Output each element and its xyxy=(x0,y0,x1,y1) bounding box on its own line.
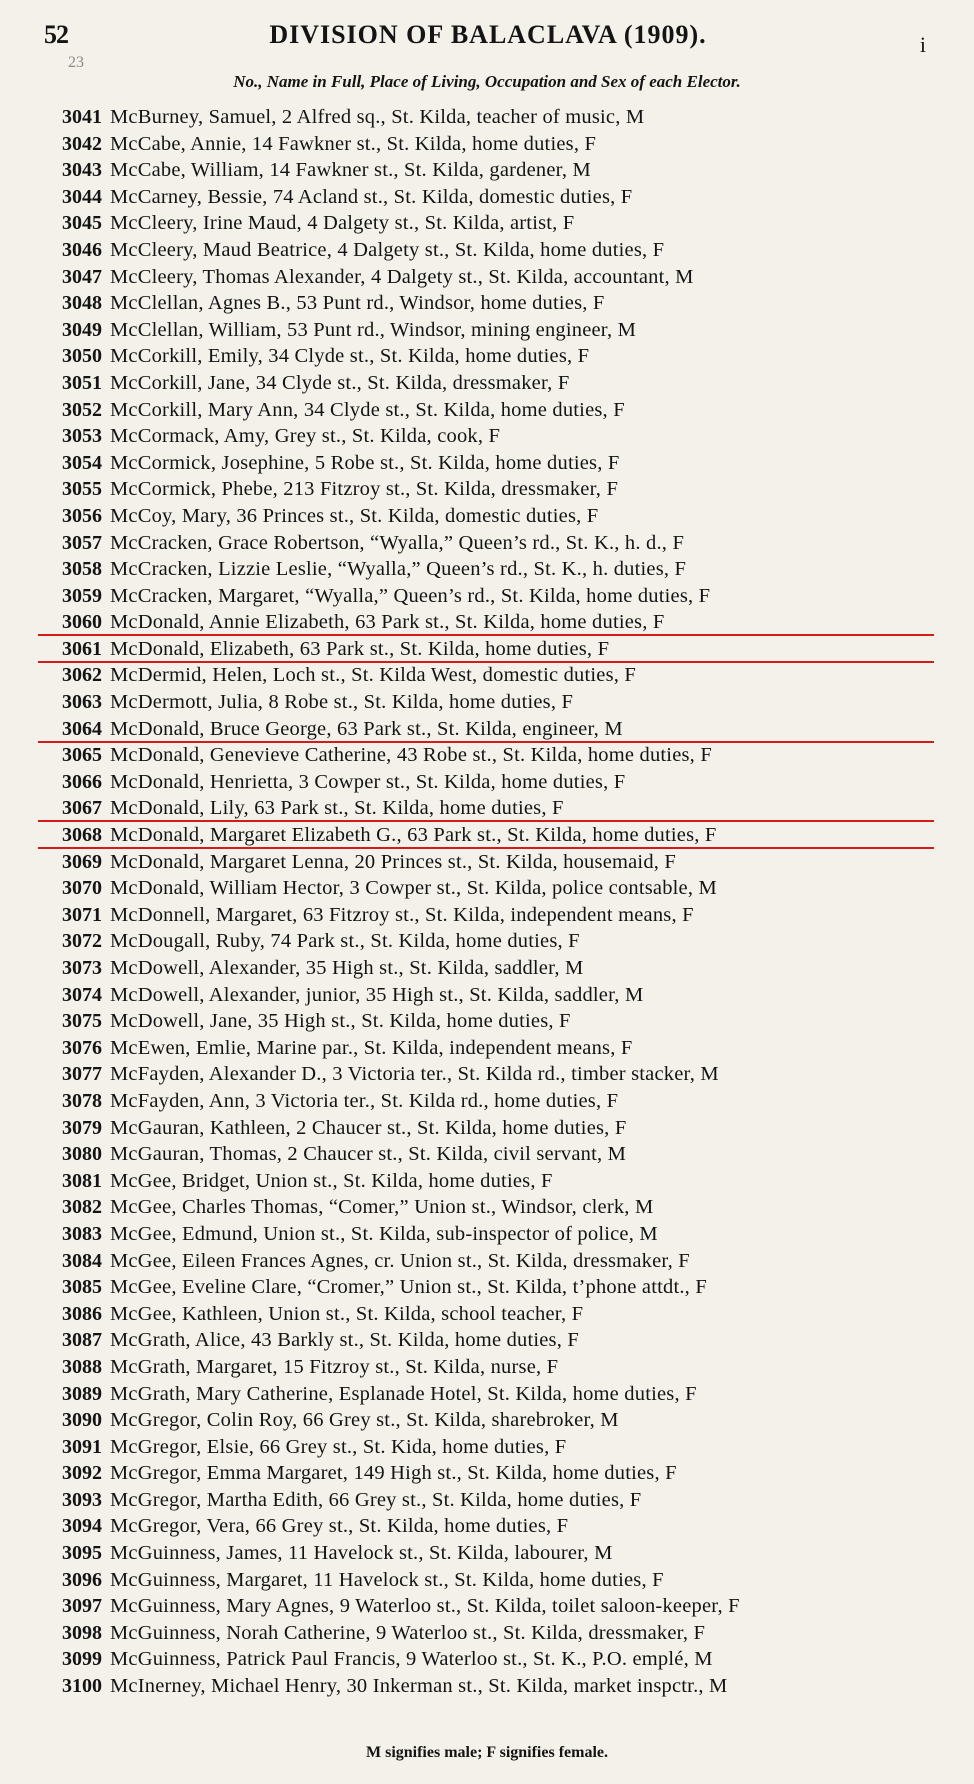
elector-number: 3083 xyxy=(62,1222,102,1245)
elector-number: 3092 xyxy=(62,1462,102,1485)
elector-entry xyxy=(0,1168,974,1195)
elector-entry xyxy=(0,1381,974,1408)
elector-number: 3085 xyxy=(62,1276,102,1299)
elector-details: McGee, Eileen Frances Agnes, cr. Union st., St. Kilda, dressmaker, F xyxy=(110,1249,690,1272)
elector-details: McGauran, Kathleen, 2 Chaucer st., St. Kilda, home duties, F xyxy=(110,1116,627,1139)
elector-entry xyxy=(0,662,974,689)
elector-details: McGee, Kathleen, Union st., St. Kilda, school teacher, F xyxy=(110,1302,584,1325)
elector-entry xyxy=(0,530,974,557)
elector-details: McCormick, Phebe, 213 Fitzroy st., St. Kilda, dressmaker, F xyxy=(110,478,619,501)
elector-number: 3087 xyxy=(62,1329,102,1352)
elector-number: 3063 xyxy=(62,691,102,714)
elector-entry xyxy=(0,476,974,503)
elector-entry xyxy=(0,795,974,822)
elector-details: McGee, Eveline Clare, “Cromer,” Union st., St. Kilda, t’phone attdt., F xyxy=(110,1276,707,1299)
elector-number: 3061 xyxy=(62,637,102,660)
elector-number: 3086 xyxy=(62,1302,102,1325)
elector-entry xyxy=(0,822,974,849)
elector-details: McDougall, Ruby, 74 Park st., St. Kilda, home duties, F xyxy=(110,930,580,953)
elector-entry xyxy=(0,875,974,902)
elector-entry xyxy=(0,1460,974,1487)
elector-number: 3052 xyxy=(62,398,102,421)
elector-entry xyxy=(0,210,974,237)
elector-entry xyxy=(0,902,974,929)
elector-entry xyxy=(0,343,974,370)
elector-number: 3056 xyxy=(62,504,102,527)
elector-entry xyxy=(0,423,974,450)
elector-entry xyxy=(0,1141,974,1168)
elector-details: McInerney, Michael Henry, 30 Inkerman st., St. Kilda, market inspctr., M xyxy=(110,1675,728,1698)
elector-details: McGuinness, Margaret, 11 Havelock st., St. Kilda, home duties, F xyxy=(110,1568,664,1591)
elector-number: 3081 xyxy=(62,1169,102,1192)
elector-details: McGee, Bridget, Union st., St. Kilda, home duties, F xyxy=(110,1169,553,1192)
elector-number: 3090 xyxy=(62,1409,102,1432)
elector-details: McCabe, Annie, 14 Fawkner st., St. Kilda, home duties, F xyxy=(110,132,597,155)
elector-entry xyxy=(0,1593,974,1620)
elector-number: 3065 xyxy=(62,744,102,767)
elector-number: 3069 xyxy=(62,850,102,873)
elector-details: McDowell, Jane, 35 High st., St. Kilda, home duties, F xyxy=(110,1010,571,1033)
elector-details: McCarney, Bessie, 74 Acland st., St. Kilda, domestic duties, F xyxy=(110,185,633,208)
elector-entry xyxy=(0,636,974,663)
elector-entry xyxy=(0,397,974,424)
elector-entry xyxy=(0,928,974,955)
elector-number: 3099 xyxy=(62,1648,102,1671)
elector-number: 3094 xyxy=(62,1515,102,1538)
elector-details: McCormack, Amy, Grey st., St. Kilda, cook, F xyxy=(110,425,501,448)
elector-details: McGee, Charles Thomas, “Comer,” Union st., Windsor, clerk, M xyxy=(110,1196,654,1219)
elector-entry xyxy=(0,237,974,264)
elector-number: 3098 xyxy=(62,1621,102,1644)
elector-number: 3041 xyxy=(62,106,102,128)
elector-details: McDonald, Margaret Lenna, 20 Princes st., St. Kilda, housemaid, F xyxy=(110,850,677,873)
elector-number: 3072 xyxy=(62,930,102,953)
elector-details: McGrath, Mary Catherine, Esplanade Hotel, St. Kilda, home duties, F xyxy=(110,1382,697,1405)
elector-entry xyxy=(0,1035,974,1062)
elector-details: McGregor, Martha Edith, 66 Grey st., St. Kilda, home duties, F xyxy=(110,1488,642,1511)
elector-number: 3057 xyxy=(62,531,102,554)
elector-list xyxy=(0,104,974,1700)
elector-number: 3075 xyxy=(62,1010,102,1033)
elector-details: McCormick, Josephine, 5 Robe st., St. Kilda, home duties, F xyxy=(110,451,620,474)
elector-entry xyxy=(0,716,974,743)
elector-details: McCleery, Irine Maud, 4 Dalgety st., St. Kilda, artist, F xyxy=(110,212,575,235)
elector-details: McCorkill, Mary Ann, 34 Clyde st., St. Kilda, home duties, F xyxy=(110,398,625,421)
elector-entry xyxy=(0,317,974,344)
elector-entry xyxy=(0,1673,974,1700)
elector-number: 3048 xyxy=(62,292,102,315)
elector-entry xyxy=(0,1301,974,1328)
elector-entry xyxy=(0,742,974,769)
elector-details: McDonald, Elizabeth, 63 Park st., St. Kilda, home duties, F xyxy=(110,637,610,660)
elector-number: 3064 xyxy=(62,717,102,740)
elector-entry xyxy=(0,1115,974,1142)
elector-number: 3084 xyxy=(62,1249,102,1272)
elector-details: McDonald, Margaret Elizabeth G., 63 Park st., St. Kilda, home duties, F xyxy=(110,824,717,847)
elector-details: McGregor, Elsie, 66 Grey st., St. Kida, home duties, F xyxy=(110,1435,567,1458)
elector-details: McCracken, Margaret, “Wyalla,” Queen’s rd., St. Kilda, home duties, F xyxy=(110,584,711,607)
elector-entry xyxy=(0,955,974,982)
elector-details: McFayden, Alexander D., 3 Victoria ter., St. Kilda rd., timber stacker, M xyxy=(110,1063,719,1086)
elector-details: McFayden, Ann, 3 Victoria ter., St. Kilda rd., home duties, F xyxy=(110,1089,619,1112)
elector-number: 3060 xyxy=(62,611,102,634)
elector-number: 3100 xyxy=(62,1675,102,1698)
elector-number: 3082 xyxy=(62,1196,102,1219)
elector-entry xyxy=(0,609,974,636)
elector-entry xyxy=(0,1487,974,1514)
elector-number: 3079 xyxy=(62,1116,102,1139)
elector-details: McDonald, Lily, 63 Park st., St. Kilda, home duties, F xyxy=(110,797,564,820)
elector-details: McDonnell, Margaret, 63 Fitzroy st., St. Kilda, independent means, F xyxy=(110,903,694,926)
elector-number: 3050 xyxy=(62,345,102,368)
elector-details: McClellan, Agnes B., 53 Punt rd., Windsor, home duties, F xyxy=(110,292,605,315)
elector-entry xyxy=(0,1513,974,1540)
footer-note: M signifies male; F signifies female. xyxy=(365,1744,609,1761)
elector-number: 3067 xyxy=(62,797,102,820)
elector-details: McDonald, Henrietta, 3 Cowper st., St. Kilda, home duties, F xyxy=(110,770,626,793)
elector-number: 3058 xyxy=(62,558,102,581)
elector-number: 3068 xyxy=(62,824,102,847)
elector-details: McDowell, Alexander, 35 High st., St. Kilda, saddler, M xyxy=(110,957,584,979)
elector-details: McGee, Edmund, Union st., St. Kilda, sub-inspector of police, M xyxy=(110,1222,658,1245)
elector-details: McGrath, Margaret, 15 Fitzroy st., St. Kilda, nurse, F xyxy=(110,1355,559,1378)
elector-details: McGrath, Alice, 43 Barkly st., St. Kilda, home duties, F xyxy=(110,1329,579,1352)
elector-number: 3046 xyxy=(62,238,102,261)
elector-details: McGuinness, James, 11 Havelock st., St. Kilda, labourer, M xyxy=(110,1542,613,1565)
elector-entry xyxy=(0,1620,974,1647)
elector-entry xyxy=(0,1567,974,1594)
elector-details: McClellan, William, 53 Punt rd., Windsor, mining engineer, M xyxy=(110,318,637,341)
elector-number: 3095 xyxy=(62,1542,102,1565)
elector-details: McDonald, William Hector, 3 Cowper st., St. Kilda, police contsable, M xyxy=(110,877,717,900)
elector-entry xyxy=(0,184,974,211)
elector-entry xyxy=(0,1248,974,1275)
elector-number: 3074 xyxy=(62,983,102,1006)
elector-details: McDonald, Annie Elizabeth, 63 Park st., St. Kilda, home duties, F xyxy=(110,611,665,634)
elector-details: McCoy, Mary, 36 Princes st., St. Kilda, domestic duties, F xyxy=(110,504,599,527)
elector-number: 3055 xyxy=(62,478,102,501)
elector-details: McDermid, Helen, Loch st., St. Kilda West, domestic duties, F xyxy=(110,664,637,687)
elector-details: McCracken, Grace Robertson, “Wyalla,” Queen’s rd., St. K., h. d., F xyxy=(110,531,685,554)
elector-details: McCleery, Thomas Alexander, 4 Dalgety st., St. Kilda, accountant, M xyxy=(110,265,694,288)
elector-number: 3062 xyxy=(62,664,102,687)
elector-number: 3097 xyxy=(62,1595,102,1618)
elector-details: McDowell, Alexander, junior, 35 High st., St. Kilda, saddler, M xyxy=(110,983,644,1006)
elector-entry xyxy=(0,982,974,1009)
elector-entry xyxy=(0,450,974,477)
elector-entry xyxy=(0,503,974,530)
elector-number: 3078 xyxy=(62,1089,102,1112)
elector-details: McGauran, Thomas, 2 Chaucer st., St. Kilda, civil servant, M xyxy=(110,1143,627,1166)
elector-number: 3053 xyxy=(62,425,102,448)
elector-entry xyxy=(0,1274,974,1301)
elector-details: McDonald, Genevieve Catherine, 43 Robe st., St. Kilda, home duties, F xyxy=(110,744,712,767)
page-title: DIVISION OF BALACLAVA (1909). xyxy=(269,20,707,49)
elector-number: 3071 xyxy=(62,903,102,926)
elector-entry xyxy=(0,769,974,796)
page-header xyxy=(38,14,938,71)
elector-number: 3045 xyxy=(62,212,102,235)
elector-details: McDermott, Julia, 8 Robe st., St. Kilda, home duties, F xyxy=(110,691,574,714)
elector-number: 3059 xyxy=(62,584,102,607)
elector-details: McEwen, Emlie, Marine par., St. Kilda, independent means, F xyxy=(110,1036,633,1059)
corner-mark: i xyxy=(919,32,926,57)
elector-details: McGuinness, Norah Catherine, 9 Waterloo st., St. Kilda, dressmaker, F xyxy=(110,1621,706,1644)
elector-number: 3077 xyxy=(62,1063,102,1086)
elector-entry xyxy=(0,1194,974,1221)
elector-number: 3049 xyxy=(62,318,102,341)
elector-number: 3042 xyxy=(62,132,102,155)
elector-entry xyxy=(0,1008,974,1035)
elector-entry xyxy=(0,1221,974,1248)
elector-details: McGuinness, Mary Agnes, 9 Waterloo st., St. Kilda, toilet saloon-keeper, F xyxy=(110,1595,740,1618)
elector-entry xyxy=(0,290,974,317)
elector-number: 3091 xyxy=(62,1435,102,1458)
elector-number: 3089 xyxy=(62,1382,102,1405)
elector-details: McCracken, Lizzie Leslie, “Wyalla,” Queen’s rd., St. K., h. duties, F xyxy=(110,558,687,581)
elector-entry xyxy=(0,1327,974,1354)
elector-number: 3093 xyxy=(62,1488,102,1511)
elector-entry xyxy=(0,1407,974,1434)
elector-entry xyxy=(0,1434,974,1461)
elector-number: 3047 xyxy=(62,265,102,288)
elector-number: 3054 xyxy=(62,451,102,474)
column-subtitle: No., Name in Full, Place of Living, Occupation and Sex of each Elector. xyxy=(233,72,741,91)
elector-details: McGregor, Vera, 66 Grey st., St. Kilda, home duties, F xyxy=(110,1515,569,1538)
elector-entry xyxy=(0,849,974,876)
elector-details: McCabe, William, 14 Fawkner st., St. Kilda, gardener, M xyxy=(110,159,591,182)
elector-details: McCorkill, Jane, 34 Clyde st., St. Kilda, dressmaker, F xyxy=(110,371,570,394)
elector-details: McGuinness, Patrick Paul Francis, 9 Waterloo st., St. K., P.O. emplé, M xyxy=(110,1648,713,1671)
elector-entry xyxy=(0,264,974,291)
elector-details: McCleery, Maud Beatrice, 4 Dalgety st., St. Kilda, home duties, F xyxy=(110,238,665,261)
elector-entry xyxy=(0,689,974,716)
elector-number: 3080 xyxy=(62,1143,102,1166)
elector-entry xyxy=(0,157,974,184)
elector-entry xyxy=(0,583,974,610)
pencil-mark: 23 xyxy=(68,54,84,71)
elector-entry xyxy=(0,1354,974,1381)
elector-number: 3073 xyxy=(62,957,102,979)
elector-details: McGregor, Colin Roy, 66 Grey st., St. Kilda, sharebroker, M xyxy=(110,1409,619,1432)
elector-entry xyxy=(0,104,974,131)
elector-details: McGregor, Emma Margaret, 149 High st., St. Kilda, home duties, F xyxy=(110,1462,677,1485)
elector-entry xyxy=(0,1061,974,1088)
elector-number: 3088 xyxy=(62,1355,102,1378)
elector-details: McCorkill, Emily, 34 Clyde st., St. Kilda, home duties, F xyxy=(110,345,590,368)
elector-entry xyxy=(0,556,974,583)
elector-number: 3070 xyxy=(62,877,102,900)
elector-number: 3043 xyxy=(62,159,102,182)
elector-entry xyxy=(0,1540,974,1567)
elector-entry xyxy=(0,131,974,158)
elector-details: McBurney, Samuel, 2 Alfred sq., St. Kilda, teacher of music, M xyxy=(110,106,645,128)
elector-number: 3066 xyxy=(62,770,102,793)
page-number: 52 xyxy=(44,20,68,49)
elector-number: 3051 xyxy=(62,371,102,394)
elector-details: McDonald, Bruce George, 63 Park st., St. Kilda, engineer, M xyxy=(110,717,623,740)
elector-entry xyxy=(0,1646,974,1673)
elector-number: 3096 xyxy=(62,1568,102,1591)
elector-number: 3044 xyxy=(62,185,102,208)
elector-entry xyxy=(0,370,974,397)
elector-entry xyxy=(0,1088,974,1115)
elector-number: 3076 xyxy=(62,1036,102,1059)
